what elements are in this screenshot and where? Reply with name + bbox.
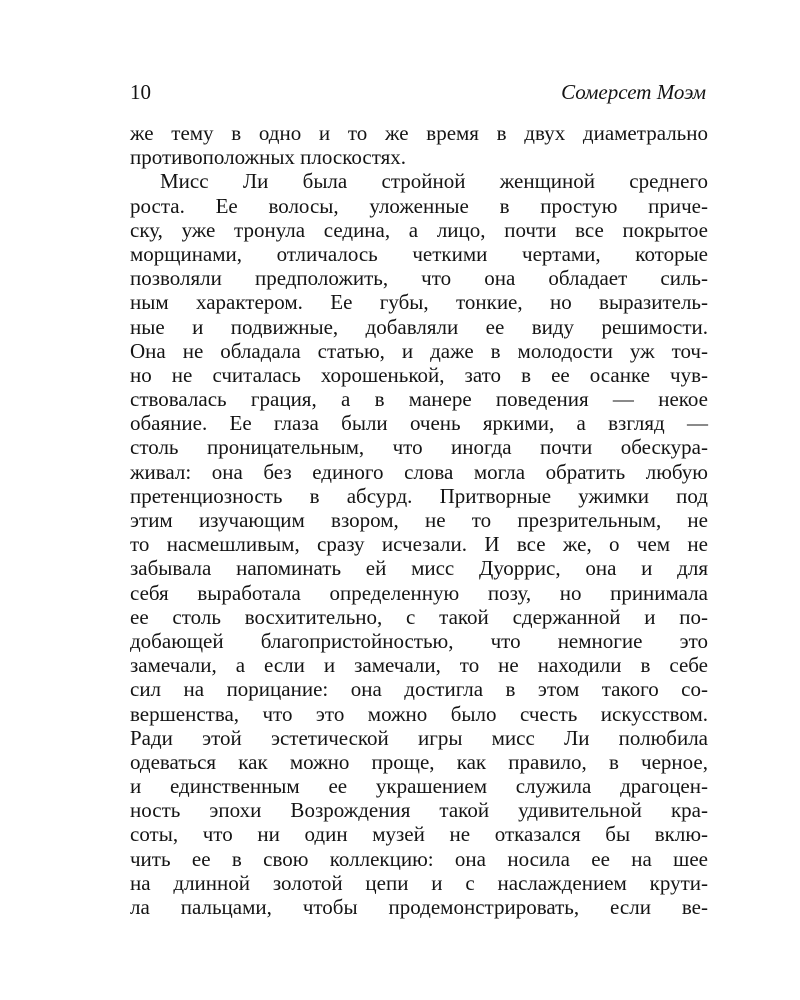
text-line: роста. Ее волосы, уложенные в простую приче- [130, 193, 708, 218]
text-line: ность эпохи Возрождения такой удивительной кра- [130, 798, 708, 823]
text-line: себя выработала определенную позу, но принимала [130, 580, 708, 605]
text-line: замечали, а если и замечали, то не находили в себе [130, 653, 708, 678]
text-line: вершенства, что это можно было счесть искусством. [130, 701, 708, 726]
text-line: ные и подвижные, добавляли ее виду решимости. [130, 314, 708, 339]
text-line: ствовалась грация, а в манере поведения — некое [130, 387, 708, 412]
text-line: на длинной золотой цепи и с наслаждением крути- [130, 870, 708, 895]
text-line: Ради этой эстетической игры мисс Ли полюбила [130, 725, 708, 750]
text-line: этим изучающим взором, не то презрительным, не [130, 508, 708, 532]
text-line: же тему в одно и то же время в двух диаметрально [130, 121, 708, 145]
text-line: чить ее в свою коллекцию: она носила ее на шее [130, 846, 708, 871]
text-line: одеваться как можно проще, как правило, в черное, [130, 749, 708, 774]
text-line: живал: она без единого слова могла обратить любую [130, 459, 708, 484]
text-line: Она не обладала статью, и даже в молодости уж точ- [130, 338, 708, 363]
body-text [130, 121, 708, 919]
paragraph-first-line: Мисс Ли была стройной женщиной среднего [160, 169, 708, 194]
text-line: соты, что ни один музей не отказался бы вклю- [130, 822, 708, 847]
text-line: то насмешливым, сразу исчезали. И все же, о чем не [130, 532, 708, 557]
page-number: 10 [130, 80, 151, 104]
text-line: но не считалась хорошенькой, зато в ее осанке чув- [130, 362, 708, 387]
text-line: позволяли предположить, что она обладает силь- [130, 266, 708, 291]
text-line: и единственным ее украшением служила драгоцен- [130, 774, 708, 799]
text-line: забывала напоминать ей мисс Дуоррис, она и для [130, 556, 708, 581]
text-line: противоположных плоскостях. [130, 145, 407, 170]
text-line: ла пальцами, чтобы продемонстрировать, если ве- [130, 895, 708, 919]
text-line: сил на порицание: она достигла в этом такого со- [130, 677, 708, 702]
text-line: добающей благопристойностью, что немногие это [130, 628, 708, 653]
text-line: ее столь восхитительно, с такой сдержанной и по- [130, 604, 708, 629]
text-line: морщинами, отличалось четкими чертами, которые [130, 241, 708, 266]
text-line: претенциозность в абсурд. Притворные ужимки под [130, 483, 708, 508]
text-line: обаяние. Ее глаза были очень яркими, а взгляд — [130, 411, 708, 436]
text-line: ным характером. Ее губы, тонкие, но выразитель- [130, 290, 708, 315]
running-head-author: Сомерсет Моэм [561, 80, 706, 104]
text-line: столь проницательным, что иногда почти обескура- [130, 435, 708, 460]
text-line: ску, уже тронула седина, а лицо, почти все покрытое [130, 217, 708, 242]
